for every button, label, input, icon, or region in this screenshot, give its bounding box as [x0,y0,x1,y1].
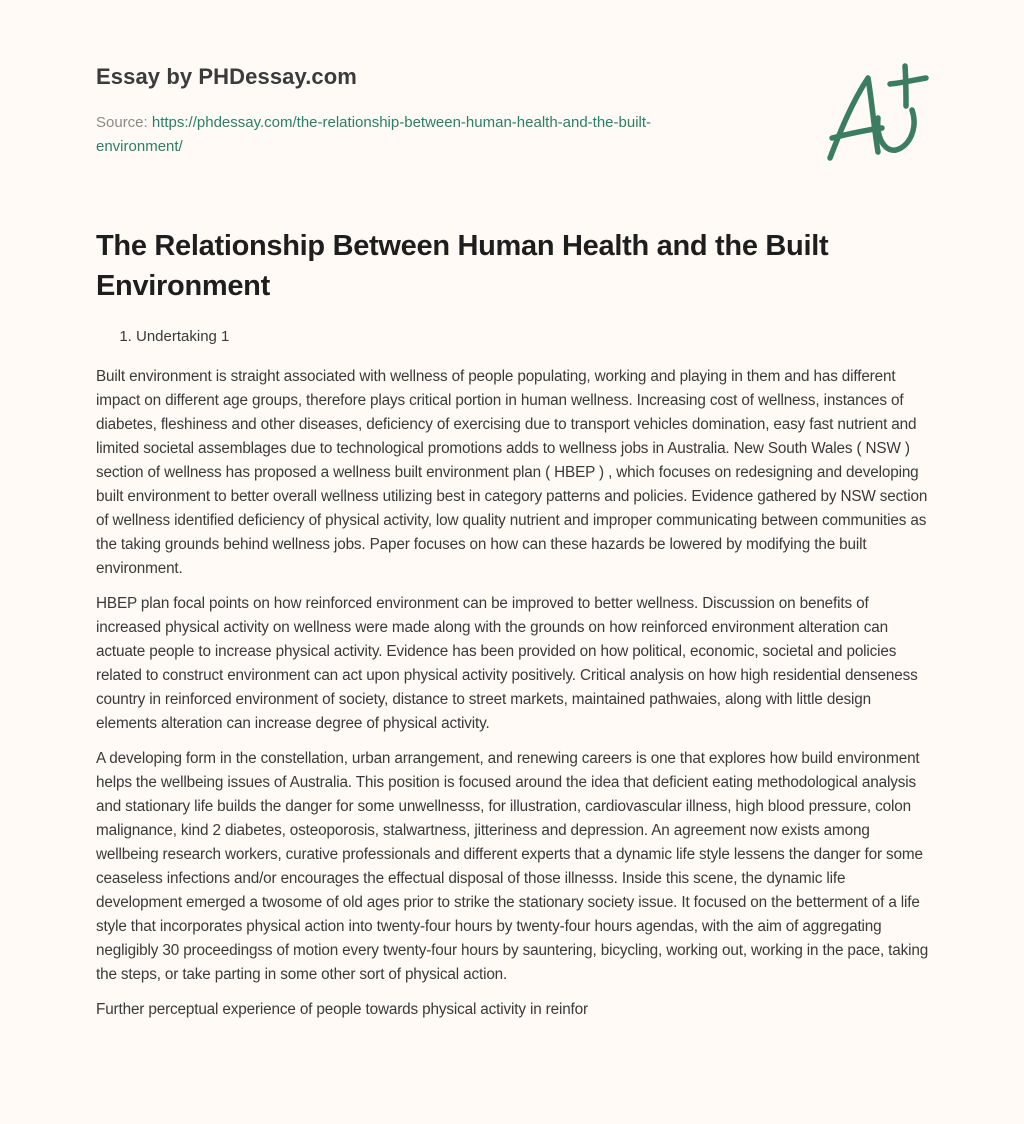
source-line [96,111,736,159]
essay-paragraph: Built environment is straight associated with wellness of people populating, working and playing in them and has different impact on different age groups, therefore plays critical portion in human wellness. Increasing cost of wellness, instances of diabetes, fleshiness and other diseases, deficiency of exercising due to transport vehicles domination, easy fast nutrient and limited societal assemblages due to technological promotions adds to wellness jobs in Australia. New South Wales ( NSW ) section of wellness has proposed a wellness built environment plan ( HBEP ) , which focuses on redesigning and developing built environment to better overall wellness utilizing best in category patterns and policies. Evidence gathered by NSW section of wellness identified deficiency of physical activity, low quality nutrient and improper communicating between communities as the taking grounds behind wellness jobs. Paper focuses on how can these hazards be lowered by modifying the built environment. [96,368,928,577]
a-plus-grade-icon [822,40,932,170]
essay-paragraph-truncated: Further perceptual experience of people towards physical activity in reinfor [96,1001,588,1018]
source-label: Source: [96,114,152,131]
essay-paragraph: HBEP plan focal points on how reinforced environment can be improved to better wellness. Discussion on benefits of increased physical activity on wellness were made along with the grounds on how reinforced environment alteration can actuate people to increase physical activity. Evidence has been provided on how political, economic, societal and policies related to construct environment can act upon physical activity positively. Critical analysis on how high residential denseness country in reinforced environment of society, distance to street markets, maintained pathwaies, along with little design elements alteration can increase degree of physical activity. [96,595,918,732]
essay-body [96,365,934,1033]
essay-paragraph: A developing form in the constellation, urban arrangement, and renewing careers is one that explores how build environment helps the wellbeing issues of Australia. This position is focused around the idea that deficient eating methodological analysis and stationary life builds the danger for some unwellnesss, for illustration, cardiovascular illness, high blood pressure, colon malignance, kind 2 diabetes, osteoporosis, stalwartness, jitteriness and depression. An agreement now exists among wellbeing research workers, curative professionals and different experts that a dynamic life style lessens the danger for some ceaseless infections and/or encourages the effectual disposal of those illnesss. Inside this scene, the dynamic life development emerged a twosome of old ages prior to strike the stationary society issue. It focused on the betterment of a life style that incorporates physical action into twenty-four hours by twenty-four hours agendas, with the aim of aggregating negligibly 30 proceedingss of motion every twenty-four hours by sauntering, bicycling, working out, working in the pace, taking the steps, or take parting in some other sort of physical action. [96,750,929,983]
site-title: Essay by PHDessay.com [96,64,357,89]
task-list-item: 1. Undertaking 1 [136,326,229,348]
source-link[interactable]: https://phdessay.com/the-relationship-between-human-health-and-the-built-environment/ [96,114,652,155]
essay-title: The Relationship Between Human Health and the Built Environment [96,230,829,302]
task-list [96,326,229,348]
